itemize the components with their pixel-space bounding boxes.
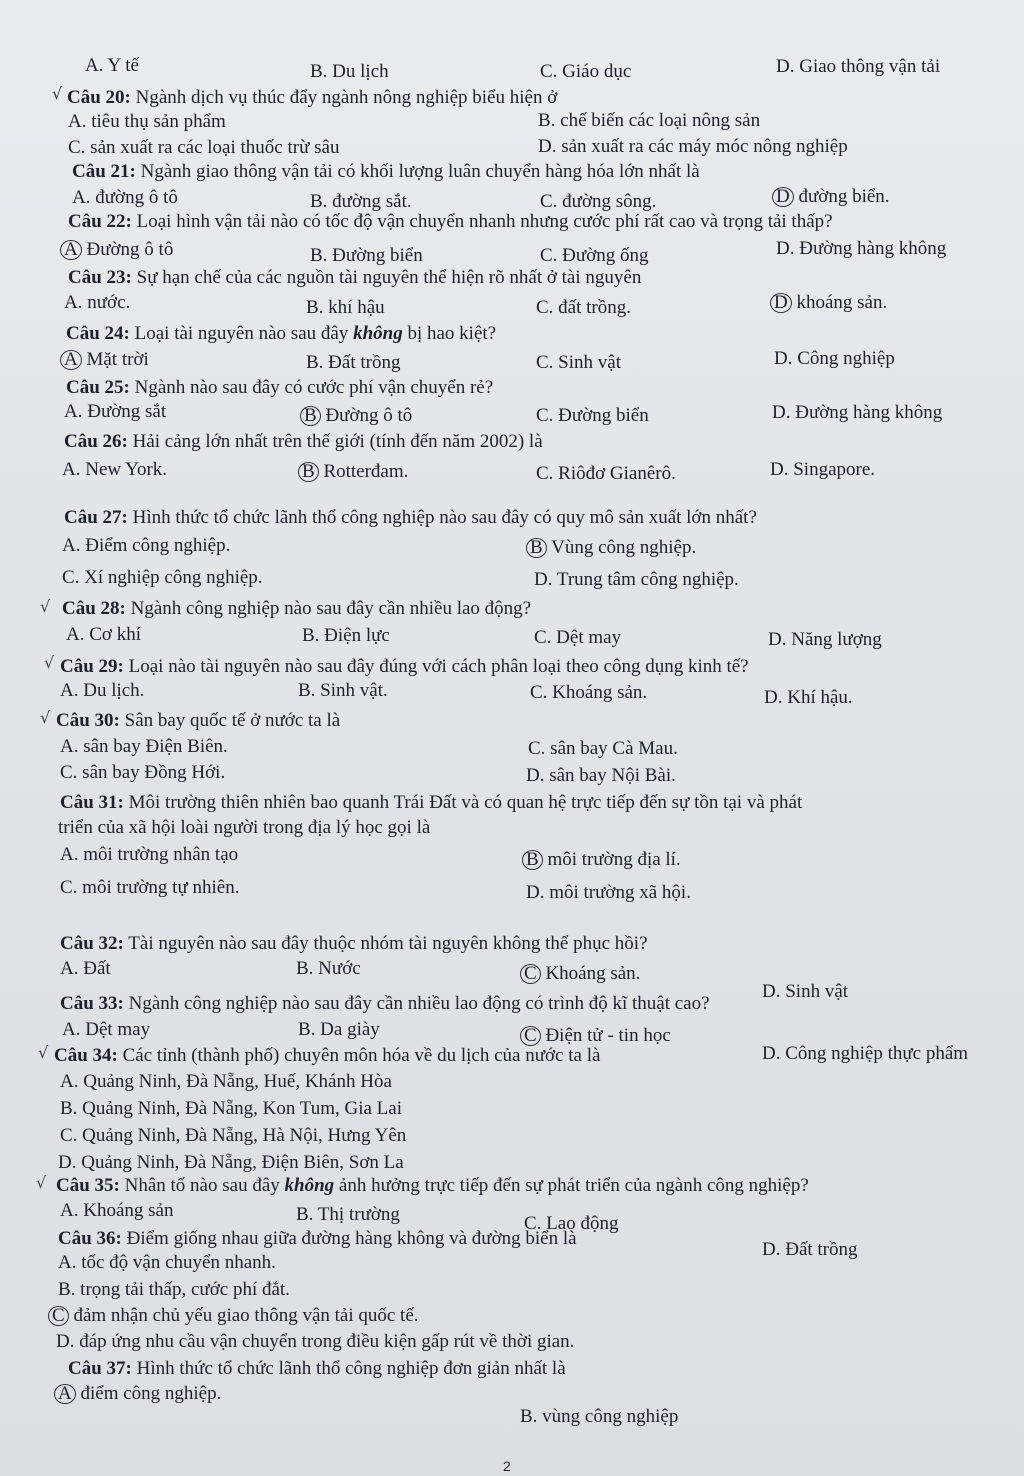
question-number: Câu 21: (72, 161, 136, 182)
q33-option-b: B. Da giày (298, 1019, 380, 1040)
q20-option-a: A. tiêu thụ sản phẩm (68, 111, 226, 132)
q24-option-a: A Mặt trời (64, 348, 149, 372)
question-27 (64, 506, 757, 530)
question-24: Câu 24: Loại tài nguyên nào sau đây không bị hao kiệt? (66, 323, 497, 344)
q31-option-a: A. môi trường nhân tạo (60, 844, 239, 865)
question-number: Câu 29: (60, 656, 124, 677)
q20-option-d: D. sản xuất ra các máy móc nông nghiệp (538, 136, 848, 157)
answer-circle: C (48, 1306, 69, 1326)
q23-option-d: D khoáng sản. (774, 291, 887, 315)
q21-option-a: A. đường ô tô (72, 187, 178, 208)
question-number: Câu 36: (58, 1228, 122, 1249)
q21-option-d: D đường biển. (776, 185, 890, 209)
check-mark-icon: √ (40, 708, 51, 727)
question-text: Loại hình vận tải nào có tốc độ vận chuyển nhanh nhưng cước phí rất cao và trọng tải thấp? (136, 211, 833, 232)
question-32 (60, 932, 648, 956)
q30-option-b: C. sân bay Cà Mau. (528, 738, 678, 759)
answer-circle: A (54, 1384, 76, 1404)
check-mark-icon: √ (44, 653, 55, 672)
question-text: Hình thức tổ chức lãnh thổ công nghiệp nào sau đây có quy mô sản xuất lớn nhất? (132, 507, 757, 528)
question-text: Loại nào tài nguyên nào sau đây đúng với cách phân loại theo công dụng kinh tế? (128, 656, 749, 677)
question-text: Hình thức tổ chức lãnh thổ công nghiệp đơn giản nhất là (136, 1358, 566, 1379)
question-28 (62, 597, 531, 621)
question-number: Câu 37: (68, 1358, 132, 1379)
q31-option-c: C. môi trường tự nhiên. (60, 877, 240, 898)
page-number: 2 (503, 1458, 511, 1474)
q25-option-d: D. Đường hàng không (772, 402, 943, 423)
question-29 (60, 655, 749, 679)
q26-option-b: B Rotterđam. (302, 460, 408, 484)
check-mark-icon: √ (36, 1173, 47, 1192)
q26-option-d: D. Singapore. (770, 459, 876, 480)
question-number: Câu 20: (67, 87, 131, 108)
q20-option-c: C. sản xuất ra các loại thuốc trừ sâu (68, 137, 340, 158)
q31-option-b: B môi trường địa lí. (526, 848, 681, 872)
question-36 (58, 1227, 577, 1251)
question-text: Điểm giống nhau giữa đường hàng không và đường biển là (126, 1228, 577, 1249)
q35-option-c: C. Lao động (524, 1213, 619, 1234)
question-text: Tài nguyên nào sau đây thuộc nhóm tài nguyên không thể phục hồi? (128, 933, 648, 954)
question-number: Câu 34: (54, 1045, 118, 1066)
q36-option-a: A. tốc độ vận chuyển nhanh. (58, 1252, 276, 1273)
q29-option-b: B. Sinh vật. (298, 680, 388, 701)
answer-circle: B (526, 538, 547, 558)
q34-option-d: D. Quảng Ninh, Đà Nẵng, Điện Biên, Sơn La (58, 1152, 404, 1173)
q28-option-c: C. Dệt may (534, 627, 622, 648)
q23-option-a: A. nước. (64, 292, 131, 313)
q29-option-d: D. Khí hậu. (764, 687, 853, 708)
q34-option-c: C. Quảng Ninh, Đà Nẵng, Hà Nội, Hưng Yên (60, 1125, 407, 1146)
q28-option-b: B. Điện lực (302, 625, 390, 646)
q19-option-c: C. Giáo dục (540, 61, 632, 82)
q36-option-d: D. đáp ứng nhu cầu vận chuyển trong điều kiện gấp rút về thời gian. (56, 1331, 575, 1352)
q32-option-a: A. Đất (60, 958, 111, 979)
question-number: Câu 22: (68, 211, 132, 232)
q32-option-c: C Khoáng sản. (524, 962, 640, 986)
question-34 (54, 1044, 600, 1068)
q32-option-b: B. Nước (296, 958, 361, 979)
question-35: Câu 35: Nhân tố nào sau đây không ảnh hưởng trực tiếp đến sự phát triển của ngành công nghiệp? (56, 1175, 809, 1196)
answer-circle: D (770, 293, 792, 313)
q35-option-d: D. Đất trồng (762, 1239, 858, 1260)
check-mark-icon: √ (40, 597, 51, 616)
question-text: Các tỉnh (thành phố) chuyên môn hóa về du lịch của nước ta là (122, 1045, 601, 1066)
q33-option-c: C Điện tử - tin học (524, 1024, 671, 1048)
q29-option-a: A. Du lịch. (60, 680, 145, 701)
q22-option-d: D. Đường hàng không (776, 238, 947, 259)
q34-option-a: A. Quảng Ninh, Đà Nẵng, Huế, Khánh Hòa (60, 1071, 392, 1092)
answer-circle: C (520, 1026, 541, 1046)
answer-circle: B (298, 462, 319, 482)
answer-circle: C (520, 964, 541, 984)
q28-option-d: D. Năng lượng (768, 629, 882, 650)
question-26 (64, 430, 543, 454)
q21-option-b: B. đường sắt. (310, 191, 412, 212)
q29-option-c: C. Khoáng sản. (530, 682, 648, 703)
check-mark-icon: √ (38, 1043, 49, 1062)
answer-circle: A (60, 240, 82, 260)
q26-option-c: C. Riôđơ Gianêrô. (536, 463, 676, 484)
question-text: Hải cảng lớn nhất trên thế giới (tính đến năm 2002) là (132, 431, 543, 452)
question-number: Câu 25: (66, 377, 130, 398)
question-number: Câu 23: (68, 267, 132, 288)
q27-option-c: C. Xí nghiệp công nghiệp. (62, 567, 263, 588)
q19-option-a: A. Y tế (85, 55, 139, 76)
q23-option-b: B. khí hậu (306, 297, 385, 318)
q22-option-a: A Đường ô tô (64, 238, 173, 262)
question-number: Câu 27: (64, 507, 128, 528)
q34-option-b: B. Quảng Ninh, Đà Nẵng, Kon Tum, Gia Lai (60, 1098, 402, 1119)
q26-option-a: A. New York. (62, 459, 168, 480)
question-22 (68, 210, 833, 234)
question-text: Ngành dịch vụ thúc đẩy ngành nông nghiệp biểu hiện ở (135, 87, 558, 108)
question-31-line-2: triển của xã hội loài người trong địa lý học gọi là (58, 817, 431, 838)
question-text: Sự hạn chế của các nguồn tài nguyên thể hiện rõ nhất ở tài nguyên (136, 267, 642, 288)
q30-option-d: D. sân bay Nội Bài. (526, 765, 676, 786)
q33-option-d: D. Công nghiệp thực phẩm (762, 1043, 969, 1064)
q24-option-b: B. Đất trồng (306, 352, 401, 373)
q23-option-c: C. đất trồng. (536, 297, 631, 318)
question-23 (68, 266, 641, 290)
question-number: Câu 30: (56, 710, 120, 731)
question-text: Sân bay quốc tế ở nước ta là (124, 710, 341, 731)
question-text: Ngành công nghiệp nào sau đây cần nhiều lao động có trình độ kĩ thuật cao? (128, 993, 710, 1014)
question-30 (56, 709, 340, 733)
question-20 (67, 86, 557, 110)
answer-circle: B (300, 406, 321, 426)
q25-option-c: C. Đường biển (536, 405, 649, 426)
question-21 (72, 160, 700, 184)
q24-option-c: C. Sinh vật (536, 352, 621, 373)
q27-option-b: B Vùng công nghiệp. (530, 536, 696, 560)
q28-option-a: A. Cơ khí (66, 624, 141, 645)
q33-option-a: A. Dệt may (62, 1019, 151, 1040)
question-text: Ngành giao thông vận tải có khối lượng luân chuyển hàng hóa lớn nhất là (140, 161, 700, 182)
question-37 (68, 1357, 566, 1381)
question-text: Ngành công nghiệp nào sau đây cần nhiều lao động? (130, 598, 532, 619)
q37-option-a: A điểm công nghiệp. (58, 1382, 221, 1406)
q35-option-b: B. Thị trường (296, 1204, 400, 1225)
q27-option-a: A. Điểm công nghiệp. (62, 535, 231, 556)
q19-option-d: D. Giao thông vận tải (776, 56, 941, 77)
question-33 (60, 992, 710, 1016)
question-31 (60, 791, 802, 815)
q35-option-a: A. Khoáng sản (60, 1200, 174, 1221)
q27-option-d: D. Trung tâm công nghiệp. (534, 569, 739, 590)
q30-option-a: A. sân bay Điện Biên. (60, 736, 228, 757)
q36-option-b: B. trọng tải thấp, cước phí đắt. (58, 1279, 290, 1300)
q37-option-b: B. vùng công nghiệp (520, 1406, 679, 1427)
q20-option-b: B. chế biến các loại nông sản (538, 110, 761, 131)
q19-option-b: B. Du lịch (310, 61, 389, 82)
q32-option-d: D. Sinh vật (762, 981, 849, 1002)
answer-circle: A (60, 350, 82, 370)
q22-option-b: B. Đường biển (310, 245, 423, 266)
q25-option-a: A. Đường sắt (64, 401, 167, 422)
q31-option-d: D. môi trường xã hội. (526, 882, 691, 903)
q25-option-b: B Đường ô tô (304, 404, 412, 428)
question-number: Câu 32: (60, 933, 124, 954)
question-number: Câu 33: (60, 993, 124, 1014)
question-text: Môi trường thiên nhiên bao quanh Trái Đất và có quan hệ trực tiếp đến sự tồn tại và phát (128, 792, 803, 813)
answer-circle: B (522, 850, 543, 870)
question-number: Câu 26: (64, 431, 128, 452)
question-number: Câu 24: (66, 323, 130, 344)
check-mark-icon: √ (52, 84, 63, 103)
q30-option-c: C. sân bay Đồng Hới. (60, 762, 226, 783)
question-number: Câu 31: (60, 792, 124, 813)
q22-option-c: C. Đường ống (540, 245, 649, 266)
q24-option-d: D. Công nghiệp (774, 348, 895, 369)
question-number: Câu 35: (56, 1175, 120, 1196)
q36-option-c: C đảm nhận chủ yếu giao thông vận tải quốc tế. (52, 1304, 419, 1328)
q21-option-c: C. đường sông. (540, 191, 657, 212)
answer-circle: D (772, 187, 794, 207)
question-text: Ngành nào sau đây có cước phí vận chuyển rẻ? (134, 377, 494, 398)
question-25 (66, 376, 493, 400)
question-number: Câu 28: (62, 598, 126, 619)
